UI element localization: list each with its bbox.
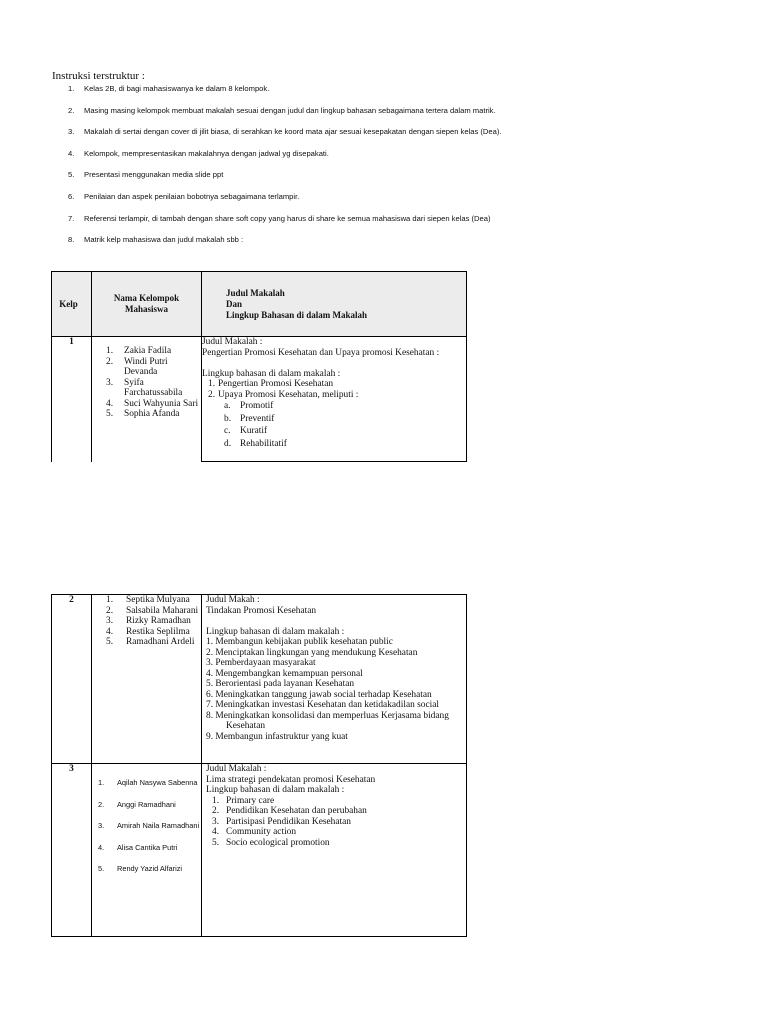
member-number: 3. <box>98 821 105 830</box>
lingkup-item <box>202 390 466 401</box>
lingkup-item <box>206 817 466 828</box>
member-list <box>92 337 201 420</box>
header-nama-line1: Nama Kelompok <box>113 293 180 303</box>
member-name: Rendy Yazid Alfarizi <box>117 864 183 873</box>
member-item <box>92 820 201 832</box>
lingkup-text: Meningkatkan tanggung jawab social terhadap Kesehatan <box>215 689 432 700</box>
member-name: Restika Seplilma <box>126 626 190 637</box>
lingkup-number: 7. <box>206 700 214 710</box>
member-item <box>92 606 201 617</box>
table-row <box>52 764 467 937</box>
lingkup-item <box>206 637 466 648</box>
table-row <box>52 337 467 462</box>
lingkup-number: 1. <box>212 795 220 806</box>
sub-text: Preventif <box>240 413 275 424</box>
group-members <box>92 595 202 764</box>
member-number: 5. <box>106 637 114 647</box>
member-item <box>92 346 201 357</box>
lingkup-item <box>206 690 466 701</box>
member-number: 2. <box>106 356 114 367</box>
member-number: 4. <box>106 398 114 409</box>
lingkup-number: 2. <box>212 806 220 816</box>
lingkup-text: Community action <box>226 827 297 837</box>
member-name: Amirah Naila Ramadhani <box>117 821 200 830</box>
instruction-number: 1. <box>68 84 75 93</box>
header-nama <box>92 272 202 337</box>
table-row <box>52 595 467 764</box>
sub-item <box>202 400 466 413</box>
member-name: Aqilah Nasywa Sabenna <box>117 778 198 787</box>
lingkup-number: 3. <box>212 816 220 827</box>
instruction-item <box>68 106 688 128</box>
instruction-number: 7. <box>68 213 75 223</box>
sub-letter: a. <box>224 401 231 411</box>
lingkup-text: Upaya Promosi Kesehatan, meliputi : <box>218 389 359 400</box>
member-number: 1. <box>98 778 105 787</box>
instruction-text: Kelompok, mempresentasikan makalahnya dengan jadwal yg disepakati. <box>84 148 329 158</box>
lingkup-text: Pengertian Promosi Kesehatan <box>218 379 334 389</box>
judul-label: Judul Makah : <box>206 595 260 605</box>
member-number: 3. <box>106 377 114 388</box>
header-judul-line1: Judul Makalah <box>226 287 285 298</box>
member-item <box>92 399 201 410</box>
lingkup-item <box>206 796 466 807</box>
lingkup-item <box>206 700 466 711</box>
sub-text: Promotif <box>240 401 274 411</box>
lingkup-number: 1. <box>206 637 214 647</box>
instruction-number: 3. <box>68 127 75 137</box>
sub-text: Rehabilitatif <box>240 438 287 449</box>
sub-item <box>202 425 466 438</box>
lingkup-item <box>202 379 466 390</box>
member-number: 5. <box>98 864 105 873</box>
instruction-text: Kelas 2B, di bagi mahasiswanya ke dalam 8 kelompok. <box>84 84 270 93</box>
lingkup-number: 9. <box>206 731 214 742</box>
instruction-text: Masing masing kelompok membuat makalah sesuai dengan judul dan lingkup bahasan sebagaimana tertera dalam matrik. <box>84 105 496 115</box>
lingkup-number: 4. <box>206 668 214 679</box>
member-name: Ramadhani Ardeli <box>126 637 195 647</box>
instruction-text: Referensi terlampir, di tambah dengan share soft copy yang harus di share ke semua mahasiswa dari siepen kelas (Dea) <box>84 213 491 223</box>
lingkup-text: Pendidikan Kesehatan dan perubahan <box>226 806 367 816</box>
lingkup-item <box>206 711 466 722</box>
group-number: 3 <box>52 764 92 937</box>
member-number: 5. <box>106 409 114 419</box>
instruction-item <box>68 170 688 192</box>
member-item <box>92 777 201 789</box>
lingkup-text: Mengembangkan kemampuan personal <box>215 668 363 679</box>
lingkup-text: Berorientasi pada layanan Kesehatan <box>215 679 355 689</box>
table-header-row <box>52 272 467 337</box>
member-name: Anggi Ramadhani <box>117 799 176 809</box>
header-judul <box>202 272 467 337</box>
member-number: 4. <box>98 842 105 852</box>
member-item <box>92 409 201 420</box>
lingkup-label: Lingkup bahasan di dalam makalah : <box>206 785 345 795</box>
header-kelp: Kelp <box>52 272 92 337</box>
sub-letter: b. <box>224 413 232 424</box>
instructions-list <box>68 84 688 257</box>
lingkup-item <box>206 648 466 659</box>
instruction-item <box>68 214 688 236</box>
member-name: Alisa Cantika Putri <box>117 842 178 852</box>
lingkup-text: Meningkatkan konsolidasi dan memperluas Kerjasama bidang <box>215 710 449 721</box>
lingkup-number: 2. <box>206 647 214 658</box>
instruction-number: 5. <box>68 170 75 180</box>
instruction-number: 6. <box>68 191 75 201</box>
member-item <box>92 627 201 638</box>
member-number: 2. <box>106 605 114 616</box>
lingkup-item <box>206 669 466 680</box>
member-name: Rizky Ramadhan <box>126 616 191 626</box>
sub-item <box>202 438 466 451</box>
judul-text: Pengertian Promosi Kesehatan dan Upaya promosi Kesehatan : <box>202 347 440 358</box>
member-list <box>92 764 201 875</box>
member-item <box>92 637 201 648</box>
member-item <box>92 595 201 606</box>
lingkup-item <box>206 721 466 732</box>
lingkup-number: 6. <box>206 689 214 700</box>
member-number: 2. <box>98 799 105 809</box>
member-number: 1. <box>106 346 114 356</box>
lingkup-item <box>206 658 466 669</box>
member-item <box>92 378 201 399</box>
lingkup-text: Membangun kebijakan publik kesehatan public <box>215 637 393 647</box>
group-table-1 <box>51 271 467 462</box>
lingkup-number: 5. <box>212 837 220 848</box>
member-number: 1. <box>106 595 114 605</box>
group-topic <box>202 764 467 937</box>
lingkup-number: 2. <box>208 389 216 400</box>
member-name: Sophia Afanda <box>124 409 180 419</box>
instruction-number: 8. <box>68 235 75 245</box>
judul-text: Tindakan Promosi Kesehatan <box>206 605 317 616</box>
member-name: Syifa Farchatussabila <box>124 377 183 398</box>
lingkup-item <box>206 827 466 838</box>
instruction-item <box>68 149 688 171</box>
lingkup-text: Meningkatkan investasi Kesehatan dan ketidakadilan social <box>215 700 440 710</box>
member-item <box>92 799 201 811</box>
instruction-item <box>68 192 688 214</box>
member-list <box>92 595 201 648</box>
judul-label: Judul Makalah : <box>206 764 267 774</box>
lingkup-number: 5. <box>206 679 214 689</box>
judul-label: Judul Makalah : <box>202 337 263 347</box>
lingkup-label: Lingkup bahasan di dalam makalah : <box>206 626 345 637</box>
lingkup-item <box>206 679 466 690</box>
lingkup-text: Menciptakan lingkungan yang mendukung Kesehatan <box>215 647 418 658</box>
lingkup-text: Kesehatan <box>226 721 266 731</box>
lingkup-item <box>206 838 466 849</box>
instruction-text: Makalah di sertai dengan cover di jilit biasa, di serahkan ke koord mata ajar sesuai kesepakatan dengan siepen kelas (Dea). <box>84 127 502 137</box>
instruction-number: 4. <box>68 148 75 158</box>
instructions-title: Instruksi terstruktur : <box>52 70 145 82</box>
member-item <box>92 863 201 875</box>
lingkup-number: 3. <box>206 658 214 668</box>
instruction-text: Matrik kelp mahasiswa dan judul makalah sbb : <box>84 235 244 245</box>
sub-letter: c. <box>224 426 231 436</box>
lingkup-text: Pemberdayaan masyarakat <box>215 658 316 668</box>
instruction-text: Penilaian dan aspek penilaian bobotnya sebagaimana terlampir. <box>84 191 300 201</box>
member-name: Suci Wahyunia Sari <box>124 398 199 409</box>
lingkup-number: 4. <box>212 827 220 837</box>
instruction-number: 2. <box>68 105 75 115</box>
instruction-item <box>68 127 688 149</box>
member-name: Zakia Fadila <box>124 346 172 356</box>
member-item <box>92 357 201 378</box>
member-item <box>92 616 201 627</box>
instruction-text: Presentasi menggunakan media slide ppt <box>84 170 224 180</box>
member-number: 4. <box>106 626 114 637</box>
group-topic <box>202 595 467 764</box>
header-judul-line2: Dan <box>226 298 243 309</box>
lingkup-text: Partisipasi Pendidikan Kesehatan <box>226 816 351 827</box>
lingkup-item <box>206 732 466 743</box>
lingkup-text: Membangun infastruktur yang kuat <box>215 731 348 742</box>
instruction-item <box>68 84 688 106</box>
instruction-item <box>68 235 688 257</box>
group-number: 1 <box>52 337 92 462</box>
group-members <box>92 764 202 937</box>
lingkup-item <box>206 806 466 817</box>
group-members <box>92 337 202 462</box>
sub-letter: d. <box>224 438 232 449</box>
member-item <box>92 842 201 854</box>
member-name: Windi Putri Devanda <box>124 356 168 377</box>
sub-item <box>202 413 466 426</box>
judul-text: Lima strategi pendekatan promosi Kesehatan <box>206 774 376 785</box>
group-number: 2 <box>52 595 92 764</box>
group-topic <box>202 337 467 462</box>
lingkup-number: 8. <box>206 710 214 721</box>
group-table-2 <box>51 594 467 937</box>
lingkup-text: Primary care <box>226 795 275 806</box>
member-name: Salsabila Maharani <box>126 605 199 616</box>
member-number: 3. <box>106 616 114 626</box>
sub-text: Kuratif <box>240 426 268 436</box>
member-name: Septika Mulyana <box>126 595 190 605</box>
lingkup-text: Socio ecological promotion <box>226 837 330 848</box>
lingkup-label: Lingkup bahasan di dalam makalah : <box>202 368 341 379</box>
header-judul-line3: Lingkup Bahasan di dalam Makalah <box>226 309 368 320</box>
lingkup-number: 1. <box>208 379 216 389</box>
header-nama-line2: Mahasiswa <box>124 304 168 314</box>
